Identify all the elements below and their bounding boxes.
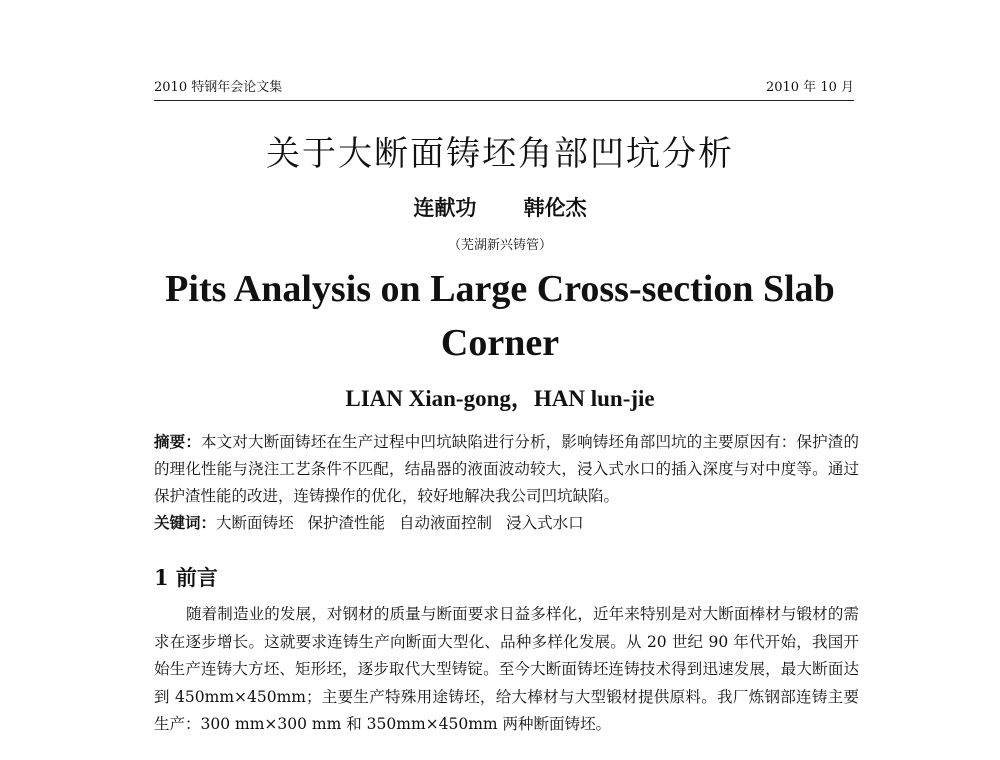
keyword-item: 自动液面控制 — [399, 514, 493, 532]
abstract-label: 摘要： — [154, 432, 202, 451]
author-cn-1: 连献功 — [413, 195, 477, 220]
introduction-paragraph: 随着制造业的发展，对钢材的质量与断面要求日益多样化，近年来特别是对大断面棒材与锻材的需求在逐步增长。这就要求连铸生产向断面大型化、品种多样化发展。从 20 世纪 90 年代开始，我国开始生产连铸大方坯、矩形坯，逐步取代大型铸锭。至今大断面铸坯连铸技术得到迅速发展，最大断面达到 450mm×450mm；主要生产特殊用途铸坯，给大棒材与大型锻材提供原料。我厂炼钢部连铸主要生产：300 mm×300 mm 和 350mm×450mm 两种断面铸坯。 — [154, 605, 859, 733]
chinese-title: 关于大断面铸坯角部凹坑分析 — [266, 134, 734, 174]
chinese-affiliation: （芜湖新兴铸管） — [447, 238, 552, 253]
keywords — [154, 509, 859, 537]
abstract — [154, 428, 859, 510]
header-proceedings-name: 2010 特钢年会论文集 — [154, 80, 283, 95]
english-title: Pits Analysis on Large Cross-section Slab Corner — [165, 268, 835, 364]
abstract-text: 本文对大断面铸坯在生产过程中凹坑缺陷进行分析，影响铸坯角部凹坑的主要原因有：保护渣的的理化性能与浇注工艺条件不匹配，结晶器的液面波动较大，浸入式水口的插入深度与对中度等。通过保护渣性能的改进，连铸操作的优化，较好地解决我公司凹坑缺陷。 — [154, 433, 859, 505]
keywords-label: 关键词： — [154, 513, 217, 532]
header-date: 2010 年 10 月 — [765, 80, 854, 95]
author-cn-2: 韩伦杰 — [523, 195, 587, 220]
keyword-item: 保护渣性能 — [307, 514, 386, 532]
chinese-authors — [0, 194, 1000, 222]
running-header — [154, 76, 854, 101]
english-authors: LIAN Xian-gong，HAN lun-jie — [345, 386, 655, 411]
keyword-item: 浸入式水口 — [506, 514, 584, 532]
section-heading-introduction: 1 前言 — [154, 565, 218, 590]
keyword-item: 大断面铸坯 — [216, 514, 294, 532]
